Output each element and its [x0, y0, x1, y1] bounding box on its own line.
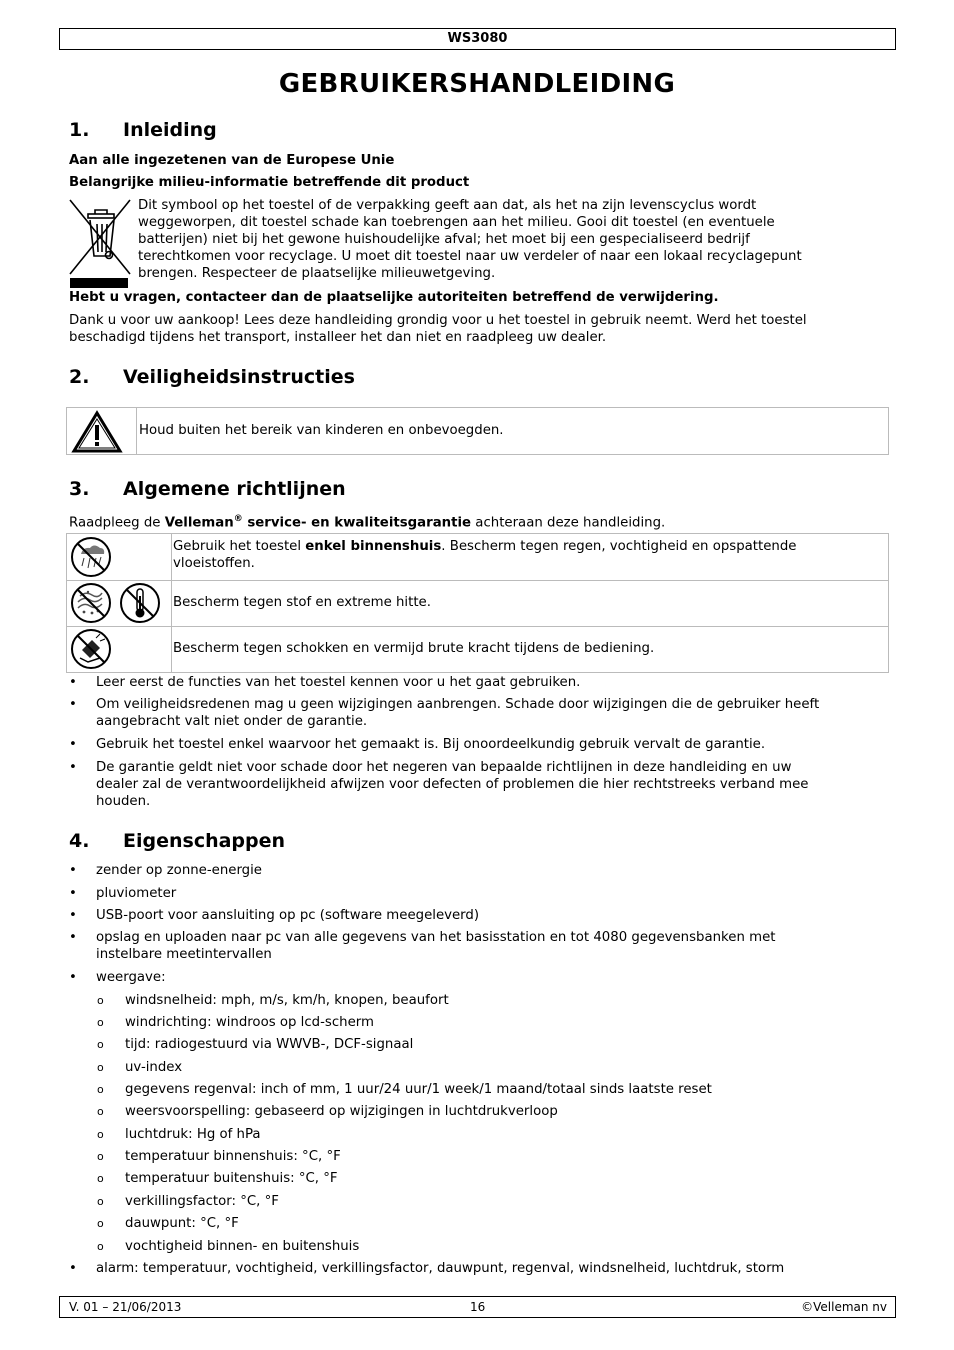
bullet: • — [69, 863, 77, 878]
registered-mark: ® — [233, 514, 243, 524]
sub-bullet: o — [97, 1128, 104, 1141]
list-item-text: Om veiligheidsredenen mag u geen wijzigingen aanbrengen. Schade door wijzigingen die de gebruiker heeft — [96, 697, 820, 712]
guideline-text: Bescherm tegen stof en extreme hitte. — [173, 595, 431, 610]
bullet: • — [69, 760, 77, 775]
thanks-text — [69, 312, 889, 346]
consult-post: achteraan deze handleiding. — [471, 515, 666, 531]
weee-text — [138, 197, 888, 282]
sub-bullet: o — [97, 1172, 104, 1185]
section-title: Algemene richtlijnen — [123, 478, 346, 500]
sub-item-text: gegevens regenval: inch of mm, 1 uur/24 uur/1 week/1 maand/totaal sinds laatste reset — [125, 1082, 712, 1097]
consult-pre: Raadpleeg de — [69, 515, 165, 531]
sub-item-text: weersvoorspelling: gebaseerd op wijzigingen in luchtdrukverloop — [125, 1104, 558, 1119]
bullet: • — [69, 1261, 77, 1276]
safety-warning-text: Houd buiten het bereik van kinderen en onbevoegden. — [139, 423, 504, 438]
features-list — [69, 862, 889, 991]
weee-line: terechtkomen voor recyclage. U moet dit toestel naar uw verdeler of naar een lokaal recyclagepunt — [138, 249, 802, 264]
consult-line — [69, 511, 889, 531]
sub-bullet: o — [97, 994, 104, 1007]
env-line: Belangrijke milieu-informatie betreffende dit product — [69, 175, 470, 190]
weee-line: brengen. Respecteer de plaatselijke milieuwetgeving. — [138, 266, 496, 281]
row1-bold: enkel binnenshuis — [305, 539, 442, 554]
section-3-heading — [69, 477, 346, 501]
eu-line: Aan alle ingezetenen van de Europese Unie — [69, 153, 395, 168]
consult-brand: Velleman — [164, 515, 234, 531]
bullet: • — [69, 930, 77, 945]
no-shock-icon — [70, 628, 112, 670]
list-item-text: USB-poort voor aansluiting op pc (software meegeleverd) — [96, 908, 480, 923]
weee-line: Dit symbool op het toestel of de verpakking geeft aan dat, als het na zijn levenscyclus wordt — [138, 198, 757, 213]
list-item — [69, 736, 889, 759]
list-item-text: aangebracht valt niet onder de garantie. — [96, 714, 368, 729]
no-heat-thermometer-icon — [119, 582, 161, 624]
bullet: • — [69, 886, 77, 901]
weee-line: weggeworpen, dit toestel schade kan toebrengen aan het milieu. Gooi dit toestel (en eventuele — [138, 215, 775, 230]
sub-bullet: o — [97, 1217, 104, 1230]
section-4-heading — [69, 829, 285, 853]
list-item-text: alarm: temperatuur, vochtigheid, verkillingsfactor, dauwpunt, regenval, windsnelheid, luchtdruk, storm — [96, 1261, 785, 1276]
guideline-text: Bescherm tegen schokken en vermijd brute kracht tijdens de bediening. — [173, 641, 655, 656]
list-item — [69, 862, 889, 885]
sub-item-text: temperatuur binnenshuis: °C, °F — [125, 1149, 341, 1164]
thanks-line: beschadigd tijdens het transport, installeer het dan niet en raadpleeg uw dealer. — [69, 330, 607, 345]
list-item — [69, 885, 889, 907]
list-item-text: weergave: — [96, 970, 166, 985]
icon-cell — [67, 534, 172, 580]
sub-item-text: luchtdruk: Hg of hPa — [125, 1127, 261, 1142]
list-item-text: De garantie geldt niet voor schade door het negeren van bepaalde richtlijnen in deze handleiding en uw — [96, 760, 792, 775]
sub-bullet: o — [97, 1083, 104, 1096]
section-title: Veiligheidsinstructies — [123, 366, 355, 388]
section-number: 2. — [69, 366, 90, 388]
list-item — [69, 929, 889, 969]
weee-bin-icon — [68, 198, 132, 292]
no-dust-icon — [70, 582, 112, 624]
list-item-text: Leer eerst de functies van het toestel kennen voor u het gaat gebruiken. — [96, 675, 581, 690]
bullet: • — [69, 697, 77, 712]
sub-item-text: verkillingsfactor: °C, °F — [125, 1194, 279, 1209]
bullet: • — [69, 737, 77, 752]
section-title: Inleiding — [123, 119, 217, 141]
sub-item-text: windrichting: windroos op lcd-scherm — [125, 1015, 374, 1030]
sub-item-text: uv-index — [125, 1060, 183, 1075]
guideline-row — [67, 534, 888, 581]
sub-bullet: o — [97, 1016, 104, 1029]
consult-bold: service- en kwaliteitsgarantie — [242, 515, 472, 531]
section-number: 1. — [69, 119, 90, 141]
row1-post: . Bescherm tegen regen, vochtigheid en opspattende — [441, 539, 797, 554]
list-item — [69, 759, 889, 815]
sub-item-text: vochtigheid binnen- en buitenshuis — [125, 1239, 360, 1254]
guidelines-table — [66, 533, 889, 673]
section-number: 3. — [69, 478, 90, 500]
row1-pre: Gebruik het toestel — [173, 539, 306, 554]
safety-table — [66, 407, 889, 455]
sub-bullet: o — [97, 1061, 104, 1074]
thanks-line: Dank u voor uw aankoop! Lees deze handleiding grondig voor u het toestel in gebruik neemt. Werd het toestel — [69, 313, 807, 328]
questions-line: Hebt u vragen, contacteer dan de plaatselijke autoriteiten betreffend de verwijdering. — [69, 290, 719, 305]
bullet: • — [69, 970, 77, 985]
guideline-line — [173, 538, 873, 555]
guideline-text — [173, 538, 873, 572]
footer-page-number: 16 — [470, 1300, 486, 1314]
list-item-text: houden. — [96, 794, 151, 809]
list-item — [69, 696, 889, 736]
sub-bullet: o — [97, 1240, 104, 1253]
icon-cell — [67, 626, 172, 672]
list-item — [69, 907, 889, 929]
guideline-row — [67, 626, 888, 672]
icon-cell — [67, 580, 172, 626]
list-item — [69, 674, 889, 696]
list-item-text: Gebruik het toestel enkel waarvoor het gemaakt is. Bij onoordeelkundig gebruik vervalt de garantie. — [96, 737, 766, 752]
sub-bullet: o — [97, 1038, 104, 1051]
list-item-text: dealer zal de verantwoordelijkheid afwijzen voor defecten of problemen die hier rechtstreeks verband mee — [96, 777, 809, 792]
footer-copyright: ©Velleman nv — [801, 1300, 887, 1314]
no-rain-icon — [70, 536, 112, 578]
sub-item-text: windsnelheid: mph, m/s, km/h, knopen, beaufort — [125, 993, 449, 1008]
page-title: GEBRUIKERSHANDLEIDING — [278, 69, 676, 99]
section-title: Eigenschappen — [123, 830, 286, 852]
list-item-text: instelbare meetintervallen — [96, 947, 272, 962]
sub-bullet: o — [97, 1105, 104, 1118]
footer — [59, 1296, 896, 1318]
list-item-text: opslag en uploaden naar pc van alle gegevens van het basisstation en tot 4080 gegevensbanken met — [96, 930, 776, 945]
warning-triangle-icon — [71, 410, 123, 454]
guideline-line: vloeistoffen. — [173, 556, 255, 571]
list-item-text: zender op zonne-energie — [96, 863, 262, 878]
section-number: 4. — [69, 830, 90, 852]
footer-version: V. 01 – 21/06/2013 — [69, 1300, 182, 1314]
bullet: • — [69, 908, 77, 923]
list-item — [69, 969, 889, 991]
header-model: WS3080 — [59, 28, 896, 50]
sub-item-text: tijd: radiogestuurd via WWVB-, DCF-signaal — [125, 1037, 414, 1052]
section-2-heading — [69, 365, 355, 389]
sub-item-text: temperatuur buitenshuis: °C, °F — [125, 1171, 338, 1186]
safety-icon-cell — [67, 408, 137, 454]
list-item-text: pluviometer — [96, 886, 177, 901]
list-item — [69, 1260, 889, 1277]
guideline-row — [67, 580, 888, 627]
alarm-list — [69, 1260, 889, 1277]
weee-line: batterijen) niet bij het gewone huishoudelijke afval; het moet bij een gespecialiseerd bedrijf — [138, 232, 750, 247]
sub-bullet: o — [97, 1195, 104, 1208]
guidelines-bullet-list — [69, 674, 889, 815]
section-1-heading — [69, 118, 217, 142]
bullet: • — [69, 675, 77, 690]
sub-item-text: dauwpunt: °C, °F — [125, 1216, 239, 1231]
sub-bullet: o — [97, 1150, 104, 1163]
